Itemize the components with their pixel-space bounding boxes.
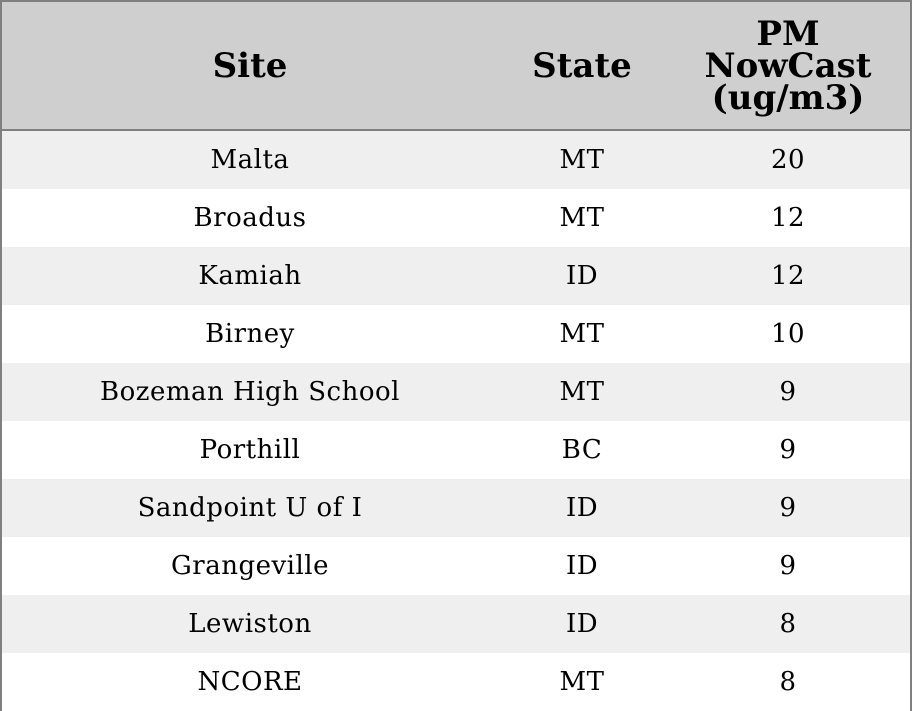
- site-cell: Sandpoint U of I: [137, 493, 363, 523]
- table-row: [2, 479, 910, 537]
- state-cell: MT: [559, 377, 605, 407]
- site-cell: Kamiah: [198, 261, 302, 291]
- table-row: [2, 595, 910, 653]
- state-cell: MT: [559, 145, 605, 175]
- state-cell: MT: [559, 667, 605, 697]
- table-row: [2, 537, 910, 595]
- pm-value-cell: 9: [779, 435, 797, 465]
- pm-value-cell: 8: [779, 609, 797, 639]
- pm-value-cell: 9: [779, 493, 797, 523]
- site-cell: Malta: [210, 145, 290, 175]
- pm-value-cell: 12: [770, 261, 806, 291]
- pm-value-cell: 9: [779, 551, 797, 581]
- site-cell: Lewiston: [188, 609, 312, 639]
- header-pm-nowcast: PM NowCast (ug/m3): [704, 13, 872, 118]
- pm-value-cell: 12: [770, 203, 806, 233]
- pm-value-cell: 10: [770, 319, 806, 349]
- site-cell: Porthill: [199, 435, 301, 465]
- state-cell: ID: [565, 493, 599, 523]
- table-row: [2, 653, 910, 711]
- table-row: [2, 305, 910, 363]
- pm-value-cell: 20: [770, 145, 806, 175]
- state-cell: ID: [565, 551, 599, 581]
- table-body: [2, 131, 910, 711]
- table-row: [2, 363, 910, 421]
- site-cell: NCORE: [197, 667, 303, 697]
- site-cell: Birney: [205, 319, 295, 349]
- state-cell: BC: [561, 435, 603, 465]
- table-row: [2, 131, 910, 189]
- table-row: [2, 189, 910, 247]
- pm-value-cell: 9: [779, 377, 797, 407]
- state-cell: ID: [565, 261, 599, 291]
- header-state: State: [532, 45, 632, 86]
- header-site: Site: [212, 45, 288, 86]
- table-header-row: [2, 2, 910, 131]
- table-row: [2, 247, 910, 305]
- site-cell: Grangeville: [171, 551, 329, 581]
- pm-value-cell: 8: [779, 667, 797, 697]
- state-cell: MT: [559, 319, 605, 349]
- state-cell: MT: [559, 203, 605, 233]
- site-cell: Bozeman High School: [100, 377, 400, 407]
- state-cell: ID: [565, 609, 599, 639]
- table-row: [2, 421, 910, 479]
- site-cell: Broadus: [193, 203, 307, 233]
